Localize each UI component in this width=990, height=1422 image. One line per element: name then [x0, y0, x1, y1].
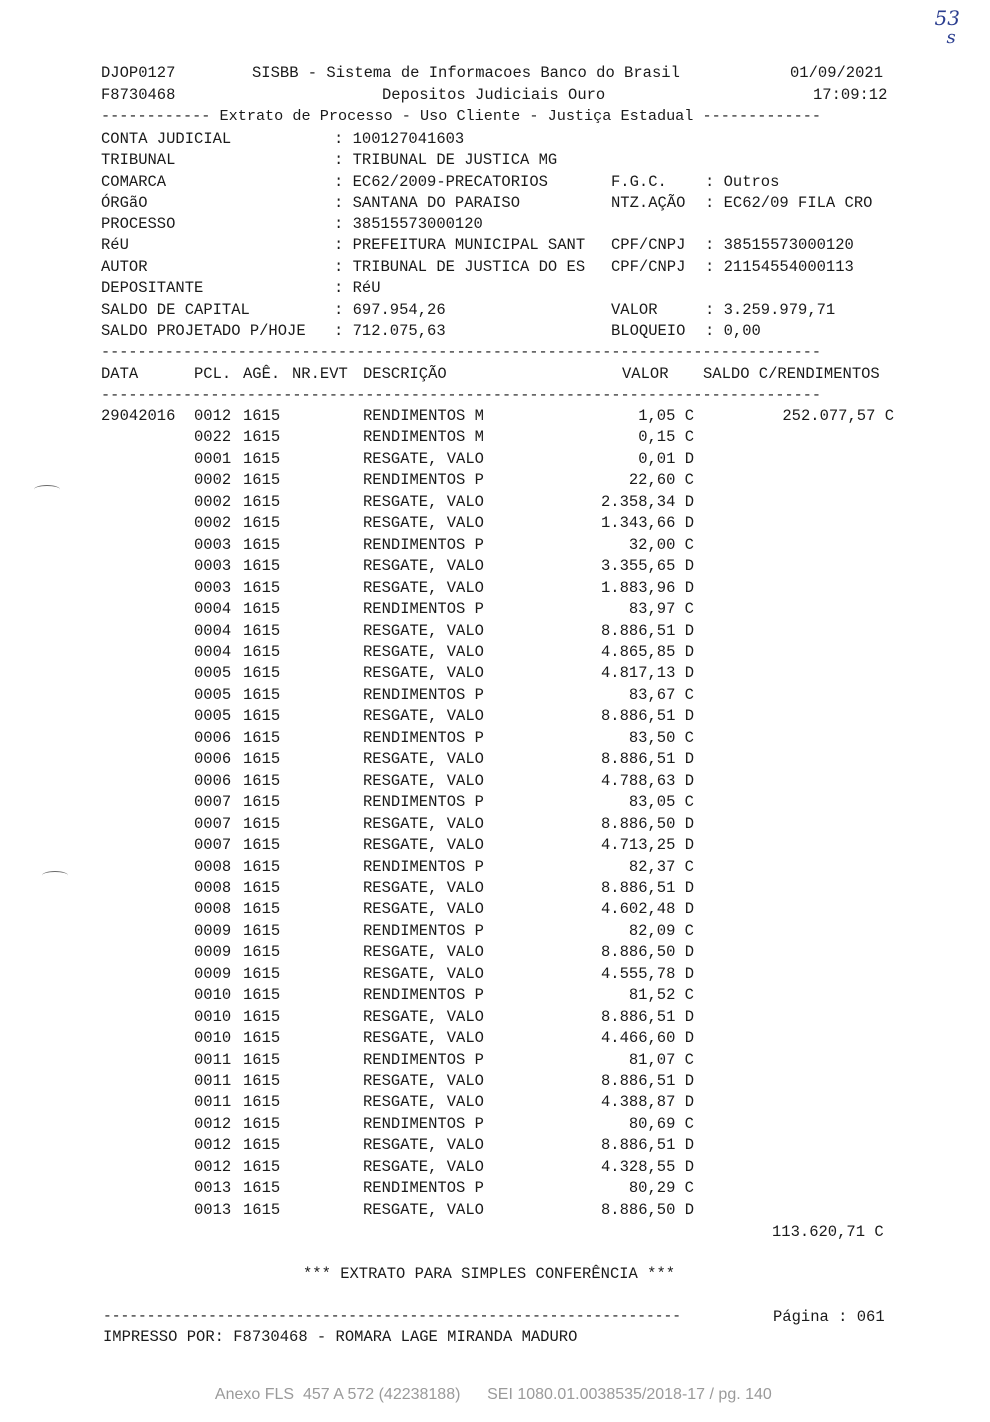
- cell-descricao: RESGATE, VALO: [363, 621, 484, 640]
- cell-age: 1615: [243, 685, 281, 704]
- system-title: SISBB - Sistema de Informacoes Banco do Brasil: [252, 64, 680, 82]
- subtitle: Depositos Judiciais Ouro: [382, 86, 606, 104]
- cell-age: 1615: [243, 750, 281, 769]
- cell-age: 1615: [243, 643, 281, 661]
- cell-pcl: 0007: [194, 793, 232, 812]
- column-header-nrevt: NR.EVT: [292, 365, 348, 383]
- cell-pcl: 0008: [194, 857, 232, 876]
- cell-age: 1615: [243, 964, 281, 983]
- report-banner: ------------ Extrato de Processo - Uso Cliente - Justiça Estadual -------------: [101, 107, 822, 125]
- field-label-depositante: DEPOSITANTE: [101, 279, 204, 297]
- annex-stamp-left: Anexo FLS 457 A 572 (42238188): [214, 1386, 461, 1403]
- cell-valor: 22,60 C: [628, 471, 694, 490]
- cell-valor: 8.886,51 D: [600, 707, 694, 726]
- field-label-valor: VALOR: [611, 301, 658, 319]
- cell-valor: 4.466,60 D: [600, 1029, 694, 1047]
- cell-descricao: RESGATE, VALO: [363, 449, 484, 468]
- cell-valor: 4.602,48 D: [600, 900, 694, 919]
- cell-valor: 1,05 C: [638, 407, 694, 425]
- cell-valor: 1.343,66 D: [600, 514, 694, 533]
- column-header-saldo: SALDO C/RENDIMENTOS: [703, 365, 880, 383]
- field-label-autor-cpf: CPF/CNPJ: [611, 258, 686, 276]
- cell-age: 1615: [243, 428, 281, 447]
- field-value-reu-cpf: : 38515573000120: [705, 236, 854, 254]
- field-value-conta: : 100127041603: [334, 130, 465, 148]
- cell-pcl: 0012: [194, 1114, 232, 1133]
- field-value-autor: : TRIBUNAL DE JUSTICA DO ES: [334, 258, 586, 276]
- handwritten-note: s: [946, 27, 956, 48]
- cell-pcl: 0010: [194, 1007, 232, 1026]
- cell-age: 1615: [243, 600, 281, 618]
- cell-valor: 8.886,51 D: [600, 1071, 694, 1090]
- cell-pcl: 0003: [194, 557, 232, 576]
- cell-age: 1615: [243, 1157, 281, 1176]
- field-value-comarca: : EC62/2009-PRECATORIOS: [334, 173, 548, 191]
- field-label-fgc: F.G.C.: [611, 173, 667, 191]
- cell-age: 1615: [243, 986, 281, 1005]
- cell-descricao: RENDIMENTOS P: [363, 728, 484, 747]
- cell-descricao: RESGATE, VALO: [363, 707, 484, 726]
- field-value-processo: : 38515573000120: [334, 215, 483, 233]
- cell-valor: 4.817,13 D: [600, 664, 694, 683]
- cell-pcl: 0011: [194, 1071, 232, 1090]
- cell-descricao: RENDIMENTOS M: [363, 407, 484, 425]
- cell-age: 1615: [243, 471, 281, 490]
- cell-pcl: 0005: [194, 707, 232, 726]
- cell-valor: 3.355,65 D: [600, 557, 694, 576]
- cell-descricao: RESGATE, VALO: [363, 1029, 484, 1047]
- cell-descricao: RESGATE, VALO: [363, 1136, 484, 1155]
- cell-pcl: 0006: [194, 750, 232, 769]
- cell-descricao: RESGATE, VALO: [363, 814, 484, 833]
- field-label-processo: PROCESSO: [101, 215, 176, 233]
- cell-pcl: 0009: [194, 964, 232, 983]
- cell-valor: 8.886,51 D: [600, 1136, 694, 1155]
- cell-pcl: 0012: [194, 1136, 232, 1155]
- cell-valor: 4.713,25 D: [600, 836, 694, 854]
- cell-pcl: 0009: [194, 943, 232, 962]
- cell-age: 1615: [243, 921, 281, 940]
- field-label-bloqueio: BLOQUEIO: [611, 322, 686, 340]
- field-label-ntz: NTZ.AÇÃO: [611, 194, 686, 212]
- field-value-ntz: : EC62/09 FILA CRO: [705, 194, 873, 212]
- cell-descricao: RENDIMENTOS P: [363, 1179, 484, 1198]
- cell-descricao: RESGATE, VALO: [363, 1200, 484, 1219]
- cell-pcl: 0002: [194, 514, 232, 533]
- cell-pcl: 0008: [194, 878, 232, 897]
- cell-descricao: RENDIMENTOS P: [363, 471, 484, 490]
- cell-pcl: 0003: [194, 578, 232, 597]
- cell-valor: 80,69 C: [628, 1114, 694, 1133]
- field-value-tribunal: : TRIBUNAL DE JUSTICA MG: [334, 151, 558, 169]
- cell-age: 1615: [243, 1200, 281, 1219]
- field-value-fgc: : Outros: [705, 173, 780, 191]
- field-label-comarca: COMARCA: [101, 173, 167, 191]
- cell-age: 1615: [243, 771, 281, 790]
- cell-valor: 4.388,87 D: [600, 1093, 694, 1112]
- cell-valor: 8.886,50 D: [600, 1200, 694, 1219]
- cell-descricao: RESGATE, VALO: [363, 1157, 484, 1176]
- field-value-autor-cpf: : 21154554000113: [705, 258, 854, 276]
- cell-pcl: 0002: [194, 492, 232, 511]
- field-value-depositante: : RéU: [334, 279, 381, 297]
- field-label-projetado: SALDO PROJETADO P/HOJE: [101, 322, 306, 340]
- cell-valor: 0,15 C: [638, 428, 694, 447]
- cell-valor: 83,50 C: [628, 728, 694, 747]
- cell-pcl: 0006: [194, 771, 232, 790]
- cell-pcl: 0004: [194, 600, 232, 618]
- cell-age: 1615: [243, 1007, 281, 1026]
- handwritten-page-number: [935, 8, 960, 48]
- cell-valor: 1.883,96 D: [600, 578, 694, 597]
- final-balance: 113.620,71 C: [772, 1223, 884, 1241]
- cell-pcl: 0002: [194, 471, 232, 490]
- print-date: 01/09/2021: [790, 64, 884, 82]
- cell-valor: 82,09 C: [628, 921, 694, 940]
- field-value-orgao: : SANTANA DO PARAISO: [334, 194, 521, 212]
- cell-descricao: RENDIMENTOS P: [363, 857, 484, 876]
- cell-pcl: 0010: [194, 1029, 232, 1047]
- cell-valor: 4.555,78 D: [600, 964, 694, 983]
- field-label-autor: AUTOR: [101, 258, 148, 276]
- cell-valor: 83,05 C: [628, 793, 694, 812]
- cell-descricao: RESGATE, VALO: [363, 557, 484, 576]
- cell-valor: 83,67 C: [628, 685, 694, 704]
- column-header-data: DATA: [101, 365, 139, 383]
- cell-age: 1615: [243, 1029, 281, 1047]
- cell-pcl: 0006: [194, 728, 232, 747]
- cell-descricao: RESGATE, VALO: [363, 643, 484, 661]
- cell-descricao: RESGATE, VALO: [363, 664, 484, 683]
- cell-pcl: 0004: [194, 643, 232, 661]
- cell-valor: 8.886,50 D: [600, 814, 694, 833]
- column-header-age: AGÊ.: [243, 365, 281, 383]
- conference-notice: *** EXTRATO PARA SIMPLES CONFERÊNCIA ***: [303, 1265, 676, 1283]
- cell-descricao: RESGATE, VALO: [363, 1007, 484, 1026]
- cell-descricao: RENDIMENTOS P: [363, 1050, 484, 1069]
- cell-pcl: 0012: [194, 1157, 232, 1176]
- cell-valor: 4.788,63 D: [600, 771, 694, 790]
- cell-descricao: RESGATE, VALO: [363, 578, 484, 597]
- cell-valor: 83,97 C: [628, 600, 694, 618]
- cell-age: 1615: [243, 857, 281, 876]
- cell-valor: 2.358,34 D: [600, 492, 694, 511]
- cell-valor: 32,00 C: [628, 535, 694, 554]
- field-label-tribunal: TRIBUNAL: [101, 151, 176, 169]
- cell-age: 1615: [243, 1179, 281, 1198]
- cell-descricao: RENDIMENTOS P: [363, 1114, 484, 1133]
- cell-age: 1615: [243, 707, 281, 726]
- cell-pcl: 0007: [194, 814, 232, 833]
- field-label-reu: RéU: [101, 236, 129, 254]
- cell-descricao: RENDIMENTOS P: [363, 535, 484, 554]
- cell-age: 1615: [243, 664, 281, 683]
- table-rule-bottom: -------------------------------------------------------------------------------: [101, 386, 822, 404]
- cell-descricao: RESGATE, VALO: [363, 771, 484, 790]
- cell-pcl: 0005: [194, 685, 232, 704]
- cell-valor: 82,37 C: [628, 857, 694, 876]
- cell-pcl: 0003: [194, 535, 232, 554]
- cell-age: 1615: [243, 1093, 281, 1112]
- field-value-reu: : PREFEITURA MUNICIPAL SANT: [334, 236, 586, 254]
- cell-valor: 8.886,51 D: [600, 878, 694, 897]
- cell-pcl: 0013: [194, 1200, 232, 1219]
- field-value-saldo: : 697.954,26: [334, 301, 446, 319]
- field-label-reu-cpf: CPF/CNPJ: [611, 236, 686, 254]
- column-header-valor: VALOR: [622, 365, 669, 383]
- cell-pcl: 0011: [194, 1093, 232, 1112]
- cell-age: 1615: [243, 514, 281, 533]
- cell-pcl: 0008: [194, 900, 232, 919]
- cell-pcl: 0001: [194, 449, 232, 468]
- cell-pcl: 0010: [194, 986, 232, 1005]
- cell-saldo: 252.077,57 C: [782, 407, 894, 425]
- column-header-descricao: DESCRIÇÃO: [363, 365, 447, 383]
- scan-mark: [34, 485, 60, 494]
- cell-valor: 80,29 C: [628, 1179, 694, 1198]
- cell-valor: 81,07 C: [628, 1050, 694, 1069]
- cell-age: 1615: [243, 793, 281, 812]
- page-rule: ------------------------------------------------------------------: [103, 1309, 682, 1325]
- cell-age: 1615: [243, 1114, 281, 1133]
- table-rule-top: -------------------------------------------------------------------------------: [101, 343, 822, 361]
- cell-valor: 4.328,55 D: [600, 1157, 694, 1176]
- cell-valor: 8.886,51 D: [600, 621, 694, 640]
- cell-descricao: RESGATE, VALO: [363, 750, 484, 769]
- cell-valor: 8.886,50 D: [600, 943, 694, 962]
- field-label-saldo: SALDO DE CAPITAL: [101, 301, 250, 319]
- column-header-pcl: PCL.: [194, 365, 232, 383]
- print-time: 17:09:12: [813, 86, 888, 104]
- annex-stamp-right: SEI 1080.01.0038535/2018-17 / pg. 140: [487, 1386, 772, 1403]
- cell-descricao: RENDIMENTOS P: [363, 921, 484, 940]
- cell-age: 1615: [243, 449, 281, 468]
- cell-age: 1615: [243, 1050, 281, 1069]
- field-value-bloqueio: : 0,00: [705, 322, 761, 340]
- cell-valor: 4.865,85 D: [600, 643, 694, 661]
- cell-pcl: 0013: [194, 1179, 232, 1198]
- cell-descricao: RESGATE, VALO: [363, 1093, 484, 1112]
- cell-descricao: RESGATE, VALO: [363, 900, 484, 919]
- field-value-projetado: : 712.075,63: [334, 322, 446, 340]
- cell-age: 1615: [243, 578, 281, 597]
- cell-pcl: 0005: [194, 664, 232, 683]
- cell-descricao: RESGATE, VALO: [363, 878, 484, 897]
- cell-age: 1615: [243, 943, 281, 962]
- system-code: DJOP0127: [101, 64, 176, 82]
- cell-age: 1615: [243, 492, 281, 511]
- cell-descricao: RESGATE, VALO: [363, 492, 484, 511]
- cell-age: 1615: [243, 836, 281, 854]
- scan-mark: [42, 871, 68, 880]
- cell-age: 1615: [243, 407, 281, 425]
- handwritten-number: 53: [934, 6, 960, 30]
- field-label-orgao: ÓRGãO: [101, 194, 148, 212]
- page-number: Página : 061: [773, 1308, 885, 1326]
- cell-descricao: RESGATE, VALO: [363, 836, 484, 854]
- field-value-valor: : 3.259.979,71: [705, 301, 836, 319]
- annex-stamp: [198, 1368, 772, 1422]
- cell-descricao: RESGATE, VALO: [363, 943, 484, 962]
- cell-data: 29042016: [101, 407, 176, 425]
- cell-valor: 0,01 D: [638, 449, 694, 468]
- cell-age: 1615: [243, 1071, 281, 1090]
- cell-pcl: 0012: [194, 407, 232, 425]
- cell-age: 1615: [243, 814, 281, 833]
- cell-pcl: 0004: [194, 621, 232, 640]
- user-code: F8730468: [101, 86, 176, 104]
- cell-pcl: 0011: [194, 1050, 232, 1069]
- cell-descricao: RENDIMENTOS P: [363, 600, 484, 618]
- cell-valor: 81,52 C: [628, 986, 694, 1005]
- cell-valor: 8.886,51 D: [600, 1007, 694, 1026]
- cell-descricao: RENDIMENTOS M: [363, 428, 484, 447]
- cell-pcl: 0007: [194, 836, 232, 854]
- cell-age: 1615: [243, 728, 281, 747]
- cell-descricao: RENDIMENTOS P: [363, 685, 484, 704]
- cell-age: 1615: [243, 1136, 281, 1155]
- cell-descricao: RESGATE, VALO: [363, 514, 484, 533]
- cell-descricao: RESGATE, VALO: [363, 964, 484, 983]
- field-label-conta: CONTA JUDICIAL: [101, 130, 232, 148]
- cell-age: 1615: [243, 621, 281, 640]
- cell-valor: 8.886,51 D: [600, 750, 694, 769]
- cell-age: 1615: [243, 900, 281, 919]
- cell-age: 1615: [243, 878, 281, 897]
- cell-age: 1615: [243, 535, 281, 554]
- cell-age: 1615: [243, 557, 281, 576]
- cell-descricao: RESGATE, VALO: [363, 1071, 484, 1090]
- cell-pcl: 0022: [194, 428, 232, 447]
- cell-descricao: RENDIMENTOS P: [363, 986, 484, 1005]
- cell-descricao: RENDIMENTOS P: [363, 793, 484, 812]
- printed-by: IMPRESSO POR: F8730468 - ROMARA LAGE MIRANDA MADURO: [103, 1328, 578, 1346]
- cell-pcl: 0009: [194, 921, 232, 940]
